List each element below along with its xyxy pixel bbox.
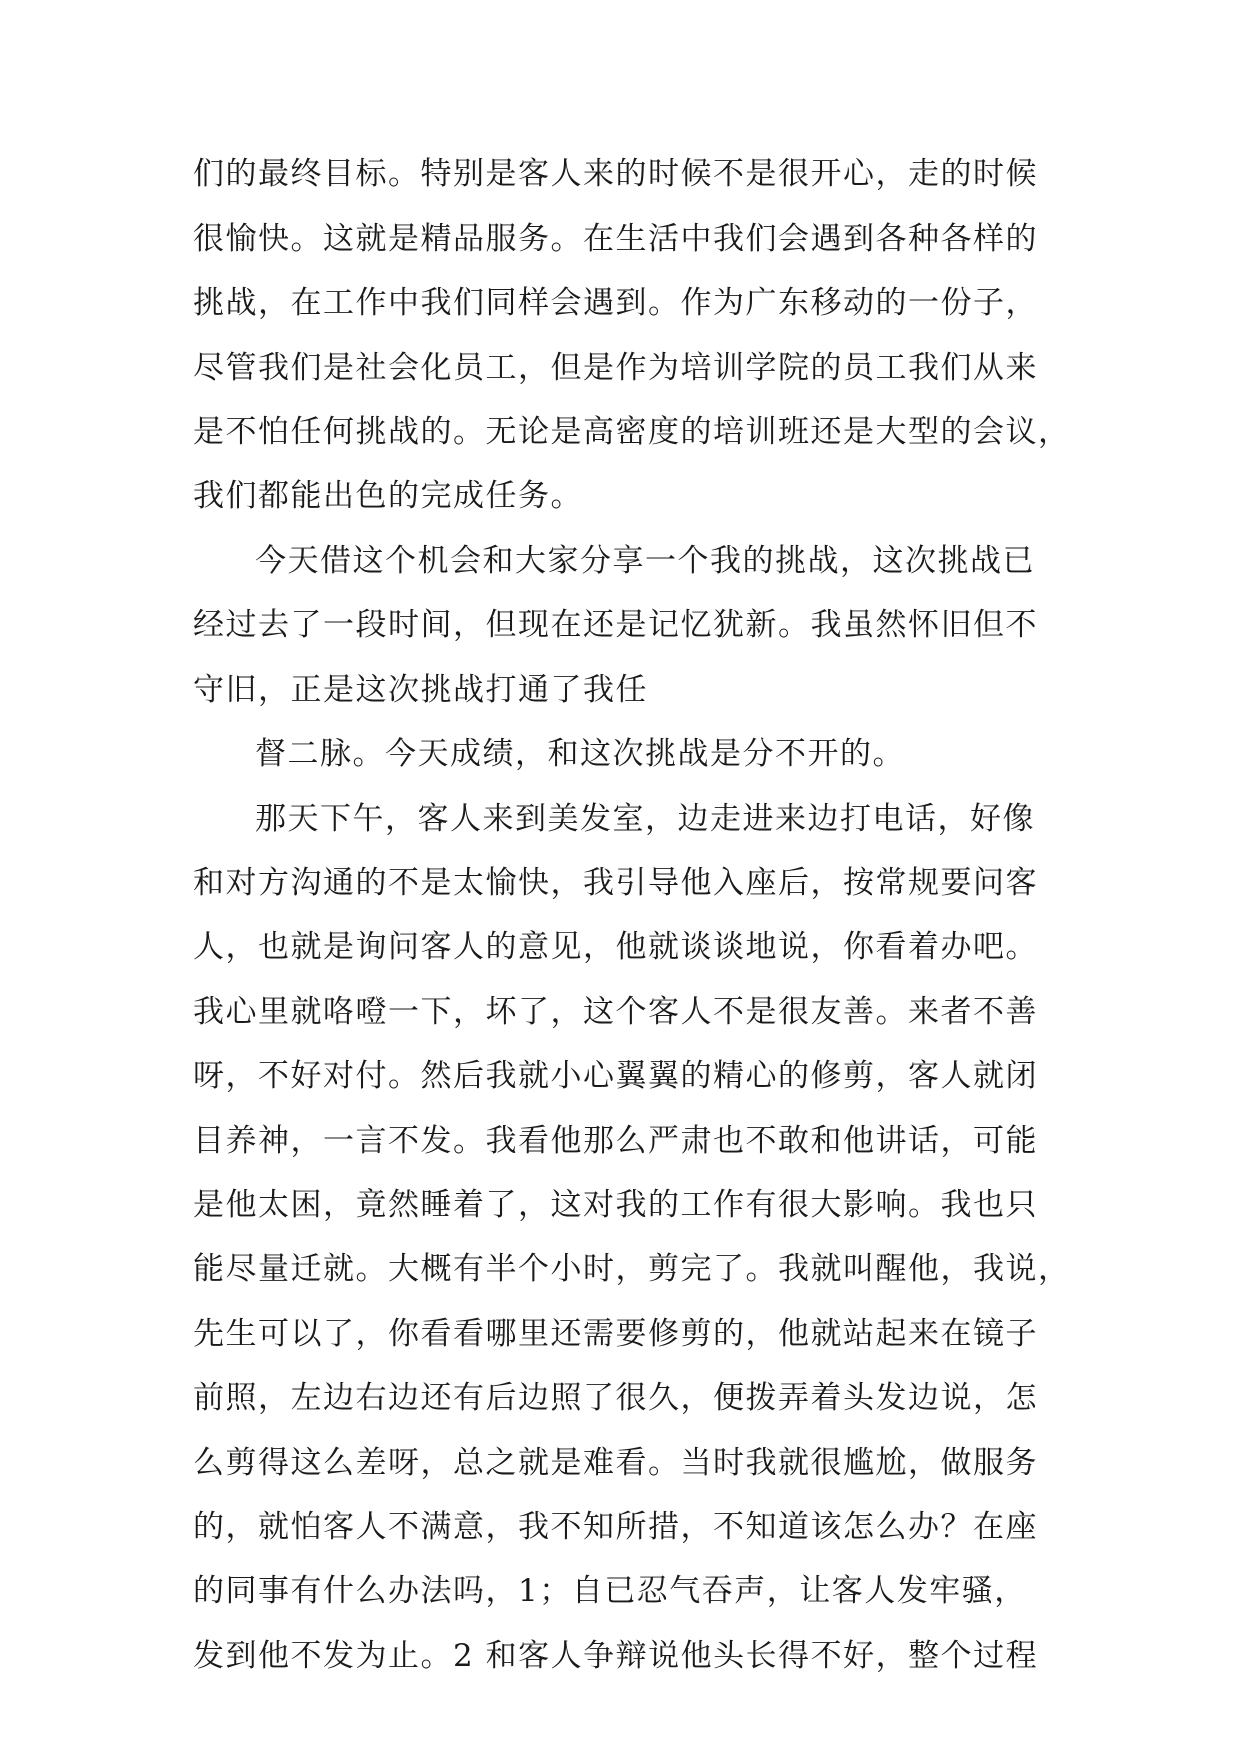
- text-line: 和对方沟通的不是太愉快，我引导他入座后，按常规要问客: [193, 865, 1038, 901]
- text-line: 们的最终目标。特别是客人来的时候不是很开心，走的时候: [193, 156, 1038, 192]
- text-line: 是他太困，竟然睡着了，这对我的工作有很大影响。我也只: [193, 1187, 1038, 1223]
- text-line: 很愉快。这就是精品服务。在生活中我们会遇到各种各样的: [193, 221, 1038, 257]
- text-line: 经过去了一段时间，但现在还是记忆犹新。我虽然怀旧但不: [193, 607, 1038, 643]
- text-line: 的，就怕客人不满意，我不知所措，不知道该怎么办？在座: [193, 1509, 1038, 1545]
- text-line: 是不怕任何挑战的。无论是高密度的培训班还是大型的会议，: [193, 414, 1071, 450]
- paragraph-first-line: 今天借这个机会和大家分享一个我的挑战，这次挑战已: [255, 543, 1035, 579]
- text-line: 先生可以了，你看看哪里还需要修剪的，他就站起来在镜子: [193, 1316, 1038, 1352]
- text-line: 目养神，一言不发。我看他那么严肃也不敢和他讲话，可能: [193, 1123, 1038, 1159]
- text-line: 的同事有什么办法吗，1；自已忍气吞声，让客人发牢骚，: [193, 1573, 1027, 1609]
- text-line: 我们都能出色的完成任务。: [193, 478, 583, 514]
- text-line: 守旧，正是这次挑战打通了我任: [193, 672, 648, 708]
- text-line: 呀，不好对付。然后我就小心翼翼的精心的修剪，客人就闭: [193, 1058, 1038, 1094]
- text-line: 么剪得这么差呀，总之就是难看。当时我就很尴尬，做服务: [193, 1445, 1038, 1481]
- paragraph-first-line: 督二脉。今天成绩，和这次挑战是分不开的。: [255, 736, 905, 772]
- paragraph-first-line: 那天下午，客人来到美发室，边走进来边打电话，好像: [255, 801, 1035, 837]
- text-line: 人，也就是询问客人的意见，他就谈谈地说，你看着办吧。: [193, 929, 1038, 965]
- text-line: 前照，左边右边还有后边照了很久，便拨弄着头发边说，怎: [193, 1380, 1038, 1416]
- text-line: 挑战，在工作中我们同样会遇到。作为广东移动的一份子，: [193, 285, 1038, 321]
- text-line: 能尽量迁就。大概有半个小时，剪完了。我就叫醒他，我说，: [193, 1251, 1071, 1287]
- text-line: 尽管我们是社会化员工，但是作为培训学院的员工我们从来: [193, 350, 1038, 386]
- text-line: 我心里就咯噔一下，坏了，这个客人不是很友善。来者不善: [193, 994, 1038, 1030]
- text-line: 发到他不发为止。2 和客人争辩说他头长得不好，整个过程: [193, 1638, 1039, 1674]
